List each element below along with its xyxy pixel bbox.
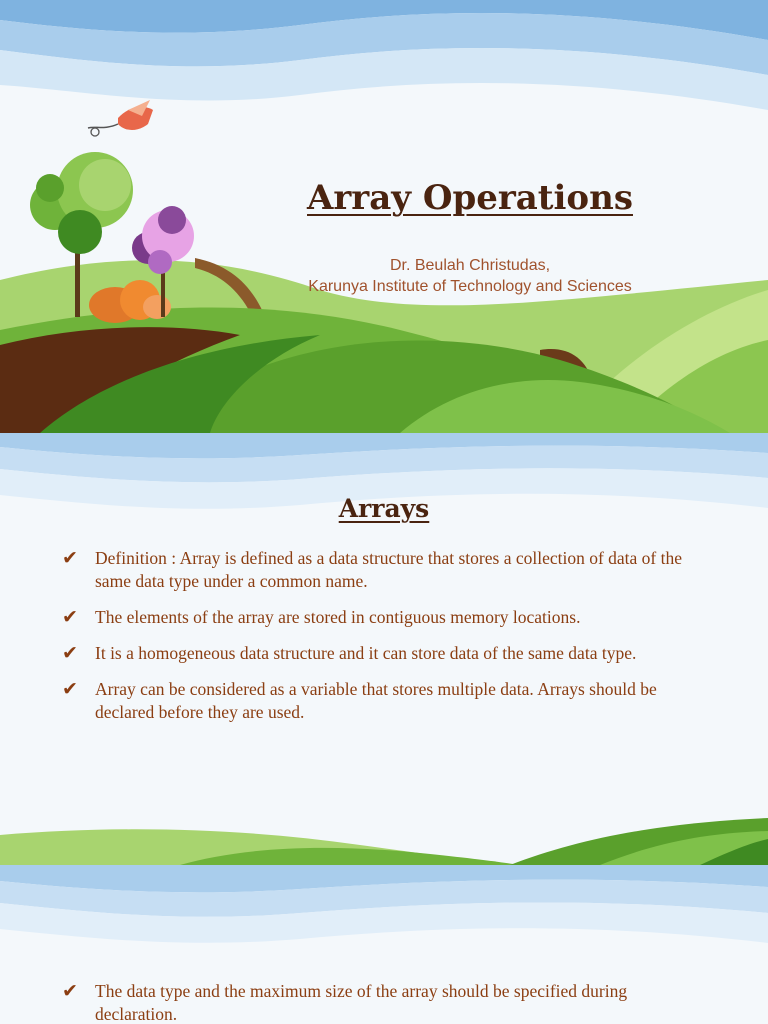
slide-arrays [0,433,768,865]
slide-title [0,0,768,433]
bullet-list [62,547,702,737]
list-item: ✔ It is a homogeneous data structure and it can store data of the same data type. [62,642,637,664]
list-item: ✔ Array can be considered as a variable that stores multiple data. Arrays should be declared before they are used. [62,678,657,722]
list-item: ✔ The data type and the maximum size of the array should be specified during declaration. [62,980,628,1024]
slide-heading: Arrays [338,494,430,523]
bullet-list [62,980,702,1024]
check-mark-icon: ✔ [62,678,78,700]
check-mark-icon: ✔ [62,547,78,569]
affiliation: Karunya Institute of Technology and Sciences [308,278,632,295]
slide-subtitle [250,255,690,297]
list-item: ✔ Definition : Array is defined as a data structure that stores a collection of data of the same data type under a common name. [62,547,683,591]
bird-icon [88,100,153,136]
check-mark-icon: ✔ [62,606,78,628]
slide-continued [0,865,768,1024]
slide-title-heading: Array Operations [307,178,633,218]
author-name: Dr. Beulah Christudas, [389,257,551,274]
list-item: ✔ The elements of the array are stored in contiguous memory locations. [62,606,581,628]
check-mark-icon: ✔ [62,980,78,1002]
check-mark-icon: ✔ [62,642,78,664]
